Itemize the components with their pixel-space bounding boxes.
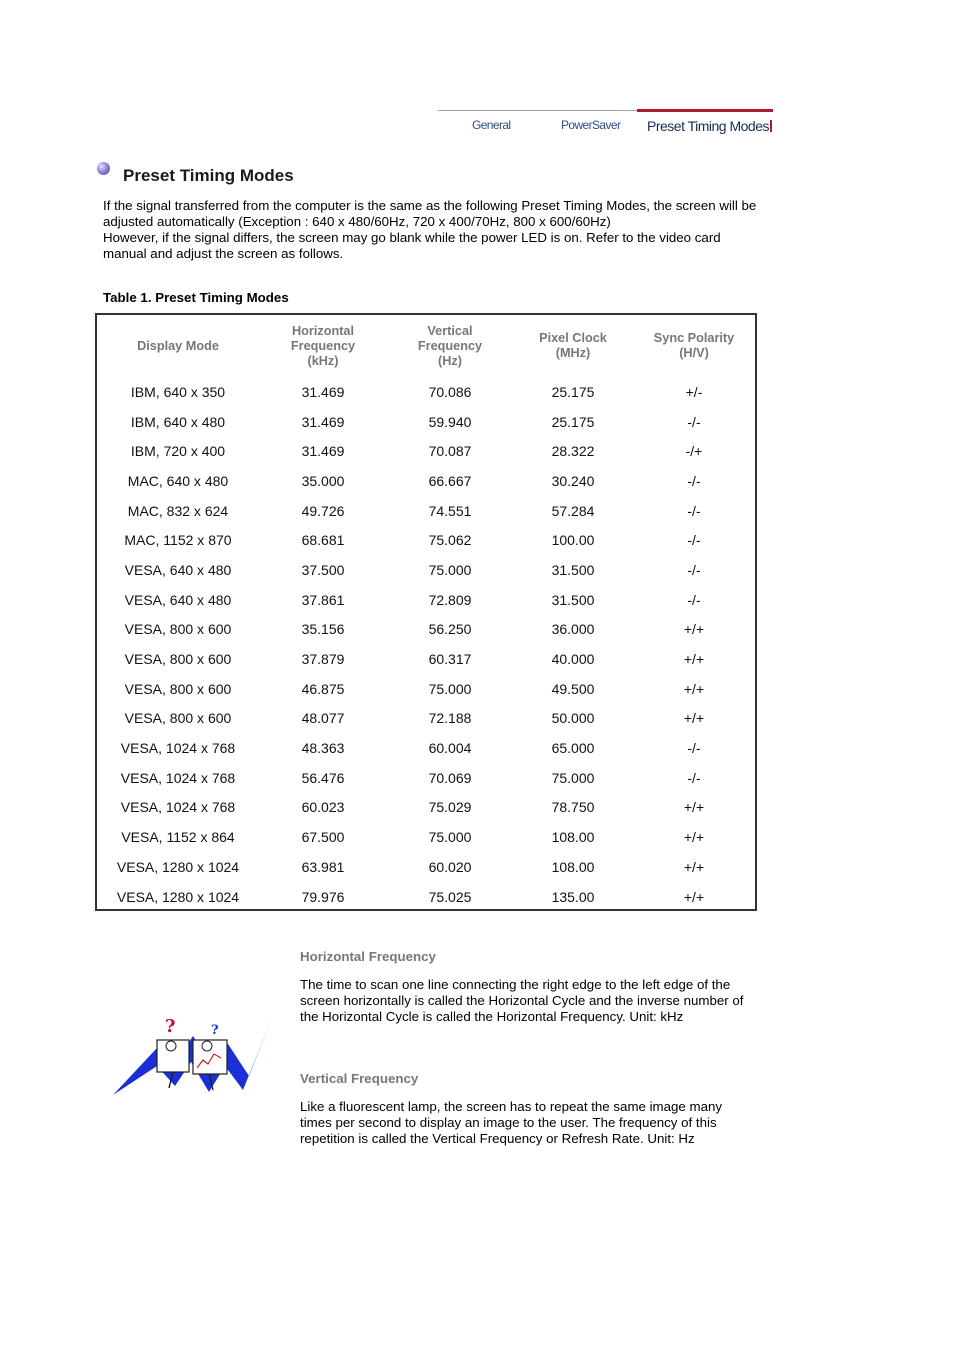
table-cell: VESA, 800 x 600 — [124, 621, 232, 638]
timing-table — [97, 315, 755, 911]
svg-text:?: ? — [165, 1016, 176, 1037]
table-cell: 25.175 — [551, 413, 595, 430]
table-cell: 35.156 — [301, 621, 345, 638]
table-cell: 57.284 — [551, 502, 595, 519]
table-cell: VESA, 640 x 480 — [124, 591, 232, 608]
table-cell: 79.976 — [301, 888, 345, 905]
horizontal-frequency-text: The time to scan one line connecting the right edge to the left edge of the screen horizontally is called the Horizontal Cycle and the inverse number of the Horizontal Cycle is called the Horizontal Frequency. Unit: kHz — [300, 977, 744, 1024]
table-cell: 78.750 — [551, 799, 595, 816]
table-cell: IBM, 640 x 480 — [130, 413, 226, 430]
table-cell: 75.000 — [551, 769, 595, 786]
table-row — [97, 466, 755, 496]
table-row — [97, 733, 755, 763]
table-cell: IBM, 720 x 400 — [130, 443, 226, 460]
table-cell: 65.000 — [551, 740, 595, 757]
table-cell: 56.250 — [428, 621, 472, 638]
table-cell: -/- — [687, 502, 701, 519]
table-cell: VESA, 800 x 600 — [124, 680, 232, 697]
table-cell: 70.086 — [428, 383, 472, 400]
table-cell: 70.087 — [428, 443, 472, 460]
table-cell: 100.00 — [551, 532, 595, 549]
table-cell: VESA, 1024 x 768 — [120, 769, 236, 786]
table-cell: VESA, 640 x 480 — [124, 561, 232, 578]
table-cell: 46.875 — [301, 680, 345, 697]
vertical-frequency-title: Vertical Frequency — [300, 1071, 419, 1086]
table-cell: 49.726 — [301, 502, 345, 519]
table-cell: -/- — [687, 769, 701, 786]
table-cell: -/- — [687, 472, 701, 489]
table-cell: 74.551 — [428, 502, 472, 519]
table-row — [97, 407, 755, 437]
table-header-row — [97, 315, 755, 377]
header-vertical-frequency: Vertical Frequency (Hz) — [417, 323, 483, 368]
table-row — [97, 377, 755, 407]
table-cell: 66.667 — [428, 472, 472, 489]
table-row — [97, 585, 755, 615]
svg-text:?: ? — [211, 1023, 219, 1038]
table-cell: 50.000 — [551, 710, 595, 727]
table-cell: 25.175 — [551, 383, 595, 400]
page-title: Preset Timing Modes — [123, 166, 294, 185]
table-cell: 108.00 — [551, 829, 595, 846]
table-cell: MAC, 832 x 624 — [127, 502, 229, 519]
tab-bar — [438, 110, 773, 136]
table-cell: 59.940 — [428, 413, 472, 430]
vertical-frequency-text: Like a fluorescent lamp, the screen has to repeat the same image many times per second to display an image to the user. The frequency of this repetition is called the Vertical Frequency or Refresh Rate. Unit: Hz — [300, 1099, 723, 1146]
table-cell: -/+ — [685, 443, 703, 460]
table-row — [97, 822, 755, 852]
table-cell: 75.000 — [428, 829, 472, 846]
table-cell: 60.004 — [428, 740, 472, 757]
table-cell: 30.240 — [551, 472, 595, 489]
table-cell: 31.469 — [301, 413, 345, 430]
table-cell: 28.322 — [551, 443, 595, 460]
table-cell: -/- — [687, 591, 701, 608]
table-row — [97, 555, 755, 585]
table-cell: 36.000 — [551, 621, 595, 638]
table-cell: 63.981 — [301, 858, 345, 875]
table-cell: 72.188 — [428, 710, 472, 727]
table-row — [97, 436, 755, 466]
table-cell: MAC, 1152 x 870 — [124, 532, 232, 549]
table-cell: VESA, 1024 x 768 — [120, 799, 236, 816]
table-cell: 37.879 — [301, 651, 345, 668]
table-cell: +/+ — [683, 710, 705, 727]
table-cell: 75.029 — [428, 799, 472, 816]
table-cell: 60.023 — [301, 799, 345, 816]
table-cell: 31.469 — [301, 383, 345, 400]
tab-preset-timing-modes[interactable]: Preset Timing Modes — [647, 118, 769, 134]
table-row — [97, 615, 755, 645]
table-row — [97, 644, 755, 674]
tab-edge — [770, 120, 772, 132]
table-cell: MAC, 640 x 480 — [127, 472, 229, 489]
horizontal-frequency-title: Horizontal Frequency — [300, 949, 436, 964]
header-pixel-clock: Pixel Clock (MHz) — [539, 331, 607, 360]
table-cell: VESA, 1280 x 1024 — [116, 888, 240, 905]
table-cell: 75.062 — [428, 532, 472, 549]
table-cell: 60.317 — [428, 651, 472, 668]
table-cell: 48.363 — [301, 740, 345, 757]
tab-powersaver[interactable]: PowerSaver — [561, 118, 621, 132]
table-row — [97, 674, 755, 704]
header-horizontal-frequency: Horizontal Frequency (kHz) — [290, 323, 356, 368]
table-cell: 75.000 — [428, 561, 472, 578]
table-cell: VESA, 1152 x 864 — [121, 829, 235, 846]
table-cell: 75.000 — [428, 680, 472, 697]
table-cell: 60.020 — [428, 858, 472, 875]
table-row — [97, 496, 755, 526]
table-cell: 40.000 — [551, 651, 595, 668]
table-cell: 37.861 — [301, 591, 345, 608]
question-mark-monitor-illustration — [113, 1016, 273, 1096]
header-sync-polarity: Sync Polarity (H/V) — [653, 331, 735, 360]
table-caption: Table 1. Preset Timing Modes — [103, 290, 289, 305]
table-row — [97, 852, 755, 882]
table-cell: -/- — [687, 413, 701, 430]
tab-divider — [438, 110, 637, 111]
table-cell: VESA, 1024 x 768 — [120, 740, 236, 757]
timing-table-frame — [95, 313, 757, 911]
table-cell: 31.500 — [551, 591, 595, 608]
table-cell: 70.069 — [428, 769, 472, 786]
table-cell: 68.681 — [301, 532, 345, 549]
tab-general[interactable]: General — [472, 118, 511, 132]
table-cell: VESA, 800 x 600 — [124, 651, 232, 668]
table-body — [97, 377, 755, 911]
table-cell: VESA, 1280 x 1024 — [116, 858, 240, 875]
header-display-mode: Display Mode — [137, 338, 219, 353]
table-row — [97, 525, 755, 555]
table-cell: -/- — [687, 532, 701, 549]
intro-text — [103, 198, 763, 262]
table-cell: +/+ — [683, 651, 705, 668]
table-cell: +/+ — [683, 799, 705, 816]
table-cell: VESA, 800 x 600 — [124, 710, 232, 727]
table-cell: -/- — [687, 561, 701, 578]
table-cell: IBM, 640 x 350 — [130, 383, 226, 400]
table-cell: 135.00 — [551, 888, 595, 905]
table-cell: 67.500 — [301, 829, 345, 846]
table-row — [97, 882, 755, 912]
table-cell: 49.500 — [551, 680, 595, 697]
table-cell: 75.025 — [428, 888, 472, 905]
table-cell: +/+ — [683, 888, 705, 905]
table-row — [97, 704, 755, 734]
table-cell: 108.00 — [551, 858, 595, 875]
table-cell: 31.500 — [551, 561, 595, 578]
table-cell: 48.077 — [301, 710, 345, 727]
table-cell: 72.809 — [428, 591, 472, 608]
active-tab-indicator — [637, 109, 773, 112]
table-cell: 56.476 — [301, 769, 345, 786]
intro-paragraph-2: However, if the signal differs, the screen may go blank while the power LED is on. Refer to the video card manual and adjust the screen as follows. — [103, 230, 721, 261]
table-cell: +/+ — [683, 858, 705, 875]
table-row — [97, 793, 755, 823]
table-cell: +/+ — [683, 621, 705, 638]
table-row — [97, 763, 755, 793]
intro-paragraph-1: If the signal transferred from the computer is the same as the following Preset Timing Modes, the screen will be adjusted automatically (Exception : 640 x 480/60Hz, 720 x 400/70Hz, 800 x 600/60Hz) — [103, 198, 757, 229]
table-cell: +/+ — [683, 680, 705, 697]
bullet-icon — [97, 162, 110, 175]
table-cell: +/- — [685, 383, 703, 400]
table-cell: -/- — [687, 740, 701, 757]
table-cell: 35.000 — [301, 472, 345, 489]
table-cell: 37.500 — [301, 561, 345, 578]
table-cell: +/+ — [683, 829, 705, 846]
table-cell: 31.469 — [301, 443, 345, 460]
